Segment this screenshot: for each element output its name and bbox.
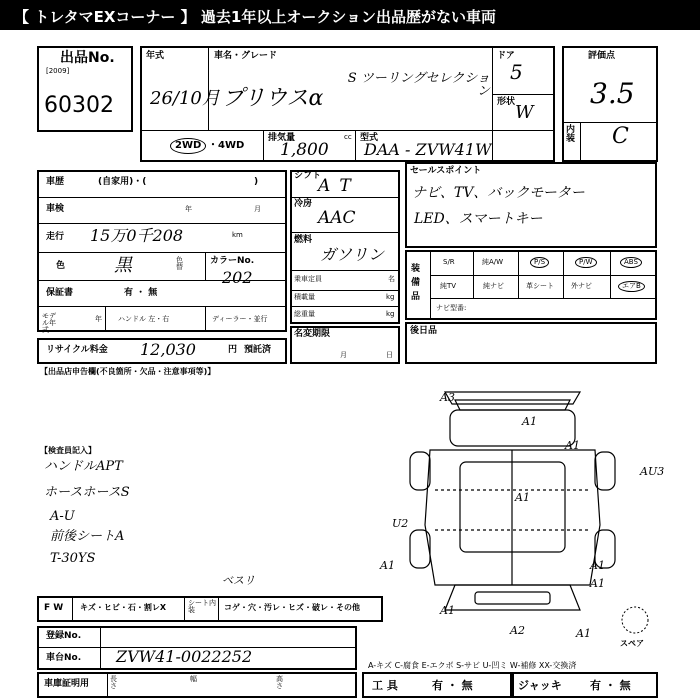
doors-label: ドア bbox=[497, 51, 515, 61]
lot-sub: [2009] bbox=[46, 67, 70, 75]
name-label: 車名・グレード bbox=[214, 51, 278, 61]
registration-label: 登録No. bbox=[46, 631, 82, 641]
cert-length: 長さ bbox=[110, 675, 117, 690]
equip-leather: 革シート bbox=[526, 282, 554, 290]
defects-seat-label: シート内装 bbox=[188, 599, 216, 614]
color-change-label: 色替 bbox=[176, 256, 183, 271]
lot-number: 60302 bbox=[44, 93, 114, 118]
equip-navi: 純ナビ bbox=[483, 282, 504, 290]
mark-a1-f: A1 bbox=[576, 627, 591, 640]
history-label: 車歴 bbox=[46, 177, 65, 187]
navi-model-label: ナビ型番: bbox=[436, 304, 467, 312]
weight-unit: kg bbox=[386, 310, 395, 318]
handle-label: ハンドル 左・右 bbox=[118, 315, 170, 323]
displacement-value: 1,800 bbox=[280, 140, 329, 160]
load-unit: kg bbox=[386, 293, 395, 301]
mark-a1-e: A1 bbox=[590, 577, 605, 590]
chassis-label: 車台No. bbox=[46, 653, 82, 663]
equipment-label: 装備品 bbox=[411, 264, 421, 302]
inspector-line-5: T-30YS bbox=[50, 551, 96, 566]
inspection-label: 車検 bbox=[46, 204, 65, 214]
inspection-month: 月 bbox=[254, 205, 261, 213]
tools-label: 工 具 bbox=[372, 679, 398, 692]
sales-label: セールスポイント bbox=[410, 166, 482, 176]
equip-ext-navi: 外ナビ bbox=[571, 282, 592, 290]
dealer-label: ディーラー・並行 bbox=[212, 315, 268, 323]
color-label: 色 bbox=[56, 261, 66, 271]
history-box bbox=[37, 170, 287, 332]
ac-label: 冷房 bbox=[294, 199, 313, 209]
name-value: プリウスα bbox=[222, 86, 324, 111]
recycle-unit: 円 bbox=[228, 345, 238, 355]
shift-label: シフト bbox=[294, 171, 322, 181]
mark-a3-top: A3 bbox=[440, 391, 455, 404]
mark-a1-h: A1 bbox=[380, 559, 395, 572]
defects-note: ベスリ bbox=[222, 574, 255, 587]
capacity-unit: 名 bbox=[388, 275, 395, 283]
history-close: ) bbox=[254, 177, 259, 187]
equip-sr: S/R bbox=[443, 258, 455, 266]
defects-items: コゲ・穴・汚レ・ヒズ・破レ・その他 bbox=[224, 603, 360, 612]
shift-value: AT bbox=[318, 176, 361, 196]
mark-a1-c: A1 bbox=[515, 491, 530, 504]
mileage-label: 走行 bbox=[46, 232, 65, 242]
weight-label: 総重量 bbox=[294, 310, 315, 318]
spare-tire-icon bbox=[620, 605, 650, 635]
cert-width: 幅 bbox=[190, 675, 197, 683]
inspection-year: 年 bbox=[185, 205, 192, 213]
mark-u2: U2 bbox=[392, 517, 409, 530]
warranty-label: 保証書 bbox=[46, 288, 74, 298]
post-items-box bbox=[405, 322, 657, 364]
equip-ps: P/S bbox=[530, 257, 549, 268]
chassis-value: ZVW41-0022252 bbox=[116, 647, 253, 666]
mark-a1-b: A1 bbox=[565, 439, 580, 452]
inspector-line-3: A-U bbox=[50, 509, 75, 524]
model-label: 型式 bbox=[360, 133, 379, 143]
grade-value: S ツーリングセレクション bbox=[347, 71, 490, 99]
color-no-value: 202 bbox=[222, 268, 253, 287]
drive-2wd: 2WD bbox=[170, 138, 206, 154]
legend-codes: A-キズ C-腐食 E-エクボ S-サビ U-凹ミ W-補修 XX-交換済 bbox=[368, 661, 577, 670]
defects-legend: キズ・ヒビ・石・割レX bbox=[80, 603, 167, 612]
jack-label: ジャッキ bbox=[518, 679, 562, 692]
load-label: 積載量 bbox=[294, 293, 315, 301]
warranty-value: 有 ・ 無 bbox=[124, 288, 158, 298]
shape-label: 形状 bbox=[497, 97, 516, 107]
seller-notes-label: 【出品店申告欄(不良箇所・欠品・注意事項等)】 bbox=[40, 367, 216, 376]
shape-value: W bbox=[515, 102, 534, 123]
spare-label: スペア bbox=[620, 639, 644, 648]
color-value: 黒 bbox=[114, 255, 132, 276]
cert-height: 高さ bbox=[276, 675, 283, 690]
displacement-label: 排気量 bbox=[268, 133, 296, 143]
ac-value: AAC bbox=[318, 208, 356, 228]
mark-au3: AU3 bbox=[640, 465, 665, 478]
defects-fw: F W bbox=[44, 603, 64, 613]
mark-a1-a: A1 bbox=[522, 415, 537, 428]
mileage-value: 15万0千208 bbox=[90, 226, 184, 245]
mark-a2: A2 bbox=[510, 624, 525, 637]
model-year-label: モデル年式 bbox=[42, 312, 56, 334]
sales-line1: ナビ、TV、バックモーター bbox=[412, 185, 585, 201]
inspector-line-1: ハンドルAPT bbox=[44, 459, 123, 474]
drive-4wd: ・4WD bbox=[208, 140, 245, 151]
name-change-label: 名変期限 bbox=[294, 329, 331, 339]
interior-value: C bbox=[612, 124, 629, 149]
recycle-label: リサイクル料金 bbox=[46, 345, 108, 355]
grade-label: 評価点 bbox=[588, 51, 616, 61]
interior-label: 内装 bbox=[566, 125, 576, 144]
year-label: 年式 bbox=[146, 51, 165, 61]
mark-a1-d: A1 bbox=[590, 559, 605, 572]
equip-tv: 純TV bbox=[440, 282, 457, 290]
equip-pw: P/W bbox=[575, 257, 597, 268]
mark-a1-g: A1 bbox=[440, 604, 455, 617]
year-value: 26/10月 bbox=[150, 88, 220, 109]
history-value: (自家用)・( bbox=[98, 177, 147, 187]
recycle-deposit: 預託済 bbox=[244, 345, 272, 355]
capacity-label: 乗車定員 bbox=[294, 275, 322, 283]
month-unit: 月 bbox=[340, 351, 347, 359]
cert-label: 車庫証明用 bbox=[44, 679, 90, 689]
equip-alloy: 純A/W bbox=[482, 258, 504, 266]
recycle-value: 12,030 bbox=[140, 340, 196, 359]
post-items-label: 後日品 bbox=[410, 326, 438, 336]
doors-value: 5 bbox=[510, 60, 523, 84]
inspector-line-2: ホースホースS bbox=[44, 485, 130, 500]
model-year-year: 年 bbox=[95, 315, 102, 323]
day-unit: 日 bbox=[386, 351, 393, 359]
lot-label: 出品No. bbox=[60, 50, 115, 66]
equip-abs: ABS bbox=[620, 257, 642, 268]
sales-line2: LED、スマートキー bbox=[414, 211, 543, 227]
car-body-diagram bbox=[395, 380, 630, 630]
header-title: 【 トレタマEXコーナー 】 過去1年以上オークション出品歴がない車両 bbox=[14, 8, 497, 26]
displacement-unit: cc bbox=[344, 133, 352, 141]
fuel-value: ガソリン bbox=[320, 245, 385, 264]
inspector-line-4: 前後シートA bbox=[50, 529, 125, 544]
equip-airbag: エアB bbox=[618, 281, 645, 292]
jack-value: 有 ・ 無 bbox=[590, 679, 631, 692]
tools-value: 有 ・ 無 bbox=[432, 679, 473, 692]
color-no-label: カラーNo. bbox=[210, 256, 255, 266]
mileage-unit: km bbox=[232, 231, 243, 239]
grade-value: 3.5 bbox=[590, 77, 635, 110]
fuel-label: 燃料 bbox=[294, 235, 313, 245]
model-value: DAA - ZVW41W bbox=[364, 140, 492, 159]
inspector-label: 【検査員記入】 bbox=[40, 446, 96, 455]
